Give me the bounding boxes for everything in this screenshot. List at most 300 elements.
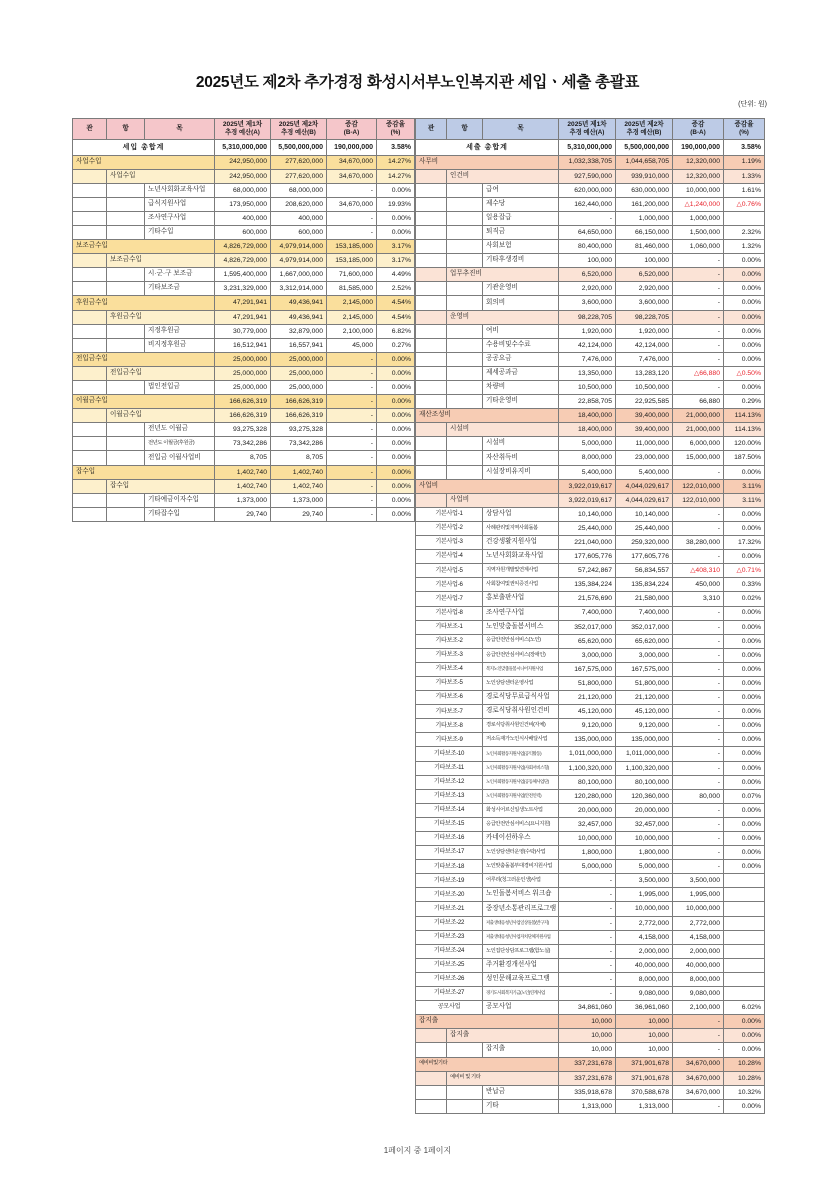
- expenditure-value-a: 3,600,000: [559, 296, 616, 310]
- expenditure-mok-label: 기타후생경비: [483, 254, 559, 268]
- revenue-table-row: [73, 366, 415, 380]
- expenditure-table-row: [416, 676, 765, 690]
- expenditure-value-diff: -: [673, 676, 724, 690]
- revenue-value-diff: -: [327, 437, 377, 451]
- expenditure-table-row: [416, 1071, 765, 1085]
- expenditure-table-row: [416, 338, 765, 352]
- expenditure-value-rate: 0.00%: [724, 747, 765, 761]
- expenditure-value-rate: 0.00%: [724, 1099, 765, 1113]
- revenue-value-a: 1,402,740: [215, 479, 271, 493]
- expenditure-project-code: 기타보조-6: [416, 691, 483, 705]
- revenue-value-rate: 14.27%: [377, 155, 415, 169]
- revenue-hang-empty: [107, 423, 145, 437]
- revenue-hang-empty: [107, 324, 145, 338]
- revenue-value-b: 277,620,000: [271, 155, 327, 169]
- expenditure-table-row: [416, 874, 765, 888]
- revenue-value-diff: -: [327, 225, 377, 239]
- expenditure-value-diff: -: [673, 705, 724, 719]
- expenditure-value-a: -: [559, 211, 616, 225]
- revenue-hang-empty: [107, 381, 145, 395]
- expenditure-gwan-empty: [416, 282, 447, 296]
- expenditure-value-diff: -: [673, 1099, 724, 1113]
- revenue-table-row: [73, 240, 415, 254]
- revenue-value-a: 400,000: [215, 211, 271, 225]
- expenditure-value-rate: 0.00%: [724, 719, 765, 733]
- revenue-value-rate: 0.00%: [377, 437, 415, 451]
- expenditure-value-a: -: [559, 958, 616, 972]
- revenue-mok-label: 비지정후원금: [145, 338, 215, 352]
- expenditure-value-diff: -: [673, 310, 724, 324]
- expenditure-project-code: 기타보조-18: [416, 860, 483, 874]
- revenue-value-a: 25,000,000: [215, 381, 271, 395]
- expenditure-value-diff: -: [673, 1043, 724, 1057]
- expenditure-value-rate: 0.00%: [724, 1015, 765, 1029]
- expenditure-value-a: 10,140,000: [559, 507, 616, 521]
- revenue-value-b: 29,740: [271, 507, 327, 521]
- expenditure-value-diff: -: [673, 620, 724, 634]
- expenditure-value-b: 1,100,320,000: [616, 761, 673, 775]
- expenditure-value-b: 5,400,000: [616, 465, 673, 479]
- expenditure-value-b: 3,000,000: [616, 648, 673, 662]
- revenue-value-rate: 0.00%: [377, 465, 415, 479]
- expenditure-mok-label: 기타운영비: [483, 395, 559, 409]
- expenditure-value-diff: 12,320,000: [673, 155, 724, 169]
- expenditure-mok-label: 노인사회활동지원사업(공동체사업단): [483, 775, 559, 789]
- col-header-budget-a: 2025년 제1차 추경 예산(A): [215, 119, 271, 140]
- expenditure-table-row: [416, 691, 765, 705]
- expenditure-gwan-label: 예비비및기타: [416, 1057, 559, 1071]
- expenditure-table-row: [416, 409, 765, 423]
- expenditure-value-b: 45,120,000: [616, 705, 673, 719]
- expenditure-mok-label: 건강생활지원사업: [483, 536, 559, 550]
- expenditure-value-a: 45,120,000: [559, 705, 616, 719]
- expenditure-value-rate: 0.00%: [724, 324, 765, 338]
- expenditure-table-row: [416, 803, 765, 817]
- revenue-value-b: 166,626,319: [271, 395, 327, 409]
- revenue-table-row: [73, 155, 415, 169]
- revenue-value-b: 93,275,328: [271, 423, 327, 437]
- expenditure-value-rate: 0.00%: [724, 832, 765, 846]
- expenditure-value-a: 20,000,000: [559, 803, 616, 817]
- expenditure-value-diff: -: [673, 719, 724, 733]
- expenditure-value-diff: 3,500,000: [673, 874, 724, 888]
- revenue-hang-empty: [107, 493, 145, 507]
- revenue-value-a: 73,342,286: [215, 437, 271, 451]
- revenue-gwan-empty: [73, 282, 107, 296]
- expenditure-table-row: [416, 493, 765, 507]
- revenue-gwan-label: 사업수입: [73, 155, 215, 169]
- revenue-gwan-empty: [73, 366, 107, 380]
- expenditure-gwan-label: 잡지출: [416, 1015, 559, 1029]
- revenue-value-diff: -: [327, 465, 377, 479]
- revenue-value-a: 1,373,000: [215, 493, 271, 507]
- expenditure-value-rate: 1.19%: [724, 155, 765, 169]
- expenditure-total-a: 5,310,000,000: [559, 140, 616, 156]
- expenditure-table-row: [416, 846, 765, 860]
- revenue-mok-label: 기타잡수입: [145, 507, 215, 521]
- revenue-table-row: [73, 451, 415, 465]
- expenditure-value-diff: 10,000,000: [673, 902, 724, 916]
- expenditure-value-diff: 38,280,000: [673, 536, 724, 550]
- expenditure-table-row: [416, 705, 765, 719]
- expenditure-value-diff: 1,060,000: [673, 240, 724, 254]
- revenue-total-rate: 3.58%: [377, 140, 415, 156]
- expenditure-value-diff: 6,000,000: [673, 437, 724, 451]
- expenditure-value-b: 370,588,678: [616, 1085, 673, 1099]
- expenditure-table-row: [416, 183, 765, 197]
- expenditure-project-code: 기본사업-6: [416, 578, 483, 592]
- expenditure-gwan-label: 재산조성비: [416, 409, 559, 423]
- expenditure-table-row: [416, 620, 765, 634]
- expenditure-value-diff: -: [673, 747, 724, 761]
- revenue-table-row: [73, 183, 415, 197]
- revenue-hang-label: 전입금수입: [107, 366, 215, 380]
- revenue-hang-empty: [107, 282, 145, 296]
- expenditure-value-rate: 0.00%: [724, 662, 765, 676]
- expenditure-value-rate: 0.00%: [724, 705, 765, 719]
- revenue-value-b: 25,000,000: [271, 381, 327, 395]
- expenditure-mok-label: 응급안전안심서비스(장애인): [483, 648, 559, 662]
- revenue-hang-empty: [107, 437, 145, 451]
- expenditure-value-diff: 12,320,000: [673, 169, 724, 183]
- expenditure-gwan-empty: [416, 395, 447, 409]
- revenue-hang-label: 이월금수입: [107, 409, 215, 423]
- expenditure-gwan-label: 사업비: [416, 479, 559, 493]
- expenditure-value-diff: -: [673, 606, 724, 620]
- revenue-table-row: [73, 310, 415, 324]
- expenditure-value-rate: △0.76%: [724, 197, 765, 211]
- expenditure-mok-label: 노인맞춤돌봄서비스: [483, 620, 559, 634]
- revenue-value-b: 32,879,000: [271, 324, 327, 338]
- expenditure-project-code: 기타보조-7: [416, 705, 483, 719]
- revenue-value-b: 49,436,941: [271, 310, 327, 324]
- expenditure-project-code: 기타보조-14: [416, 803, 483, 817]
- expenditure-gwan-empty: [416, 366, 447, 380]
- tables-container: [72, 118, 765, 1114]
- expenditure-table-row: [416, 761, 765, 775]
- expenditure-table-row: [416, 536, 765, 550]
- expenditure-gwan-empty: [416, 197, 447, 211]
- expenditure-value-a: 337,231,678: [559, 1071, 616, 1085]
- expenditure-mok-label: 차량비: [483, 381, 559, 395]
- expenditure-value-rate: 114.13%: [724, 409, 765, 423]
- expenditure-project-code: 기타보조-11: [416, 761, 483, 775]
- expenditure-value-b: 1,044,658,705: [616, 155, 673, 169]
- expenditure-value-rate: 120.00%: [724, 437, 765, 451]
- expenditure-value-rate: 0.00%: [724, 634, 765, 648]
- unit-note: (단위: 원): [738, 101, 767, 108]
- expenditure-gwan-empty: [416, 338, 447, 352]
- revenue-table-row: [73, 479, 415, 493]
- expenditure-value-b: 939,910,000: [616, 169, 673, 183]
- expenditure-table-row: [416, 648, 765, 662]
- expenditure-value-diff: -: [673, 296, 724, 310]
- revenue-hang-empty: [107, 211, 145, 225]
- expenditure-value-rate: 10.28%: [724, 1057, 765, 1071]
- revenue-value-b: 4,979,914,000: [271, 254, 327, 268]
- expenditure-value-b: 352,017,000: [616, 620, 673, 634]
- expenditure-value-a: -: [559, 874, 616, 888]
- expenditure-table-row: [416, 747, 765, 761]
- expenditure-value-rate: [724, 930, 765, 944]
- expenditure-total-diff: 190,000,000: [673, 140, 724, 156]
- expenditure-value-rate: 10.28%: [724, 1071, 765, 1085]
- expenditure-value-diff: -: [673, 324, 724, 338]
- expenditure-value-b: 23,000,000: [616, 451, 673, 465]
- expenditure-mok-label: 사회참여및권익증진사업: [483, 578, 559, 592]
- expenditure-value-b: 10,000: [616, 1029, 673, 1043]
- revenue-value-a: 68,000,000: [215, 183, 271, 197]
- expenditure-table-row: [416, 240, 765, 254]
- expenditure-value-b: 3,500,000: [616, 874, 673, 888]
- revenue-value-diff: -: [327, 211, 377, 225]
- expenditure-value-rate: 0.00%: [724, 761, 765, 775]
- revenue-value-diff: -: [327, 381, 377, 395]
- revenue-value-diff: 71,600,000: [327, 268, 377, 282]
- expenditure-table-row: [416, 197, 765, 211]
- expenditure-value-b: 10,000,000: [616, 902, 673, 916]
- expenditure-project-code: 기타보조-24: [416, 944, 483, 958]
- col-header-budget-b: 2025년 제2차 추경 예산(B): [616, 119, 673, 140]
- revenue-value-rate: 14.27%: [377, 169, 415, 183]
- expenditure-hang-label: 사업비: [447, 493, 559, 507]
- revenue-value-rate: 0.00%: [377, 183, 415, 197]
- expenditure-value-b: 4,158,000: [616, 930, 673, 944]
- expenditure-value-diff: -: [673, 381, 724, 395]
- expenditure-value-rate: 0.00%: [724, 254, 765, 268]
- expenditure-value-diff: 122,010,000: [673, 493, 724, 507]
- expenditure-mok-label: 제수당: [483, 197, 559, 211]
- expenditure-value-diff: 34,670,000: [673, 1057, 724, 1071]
- expenditure-value-rate: 0.00%: [724, 296, 765, 310]
- revenue-value-rate: 0.00%: [377, 409, 415, 423]
- expenditure-gwan-empty: [416, 437, 447, 451]
- expenditure-value-diff: 4,158,000: [673, 930, 724, 944]
- expenditure-value-b: 4,044,029,617: [616, 479, 673, 493]
- revenue-value-rate: 0.00%: [377, 451, 415, 465]
- expenditure-gwan-empty: [416, 1043, 447, 1057]
- expenditure-table-row: [416, 507, 765, 521]
- expenditure-mok-label: 복지노인맞춤돌봄시니어지원사업: [483, 662, 559, 676]
- expenditure-mok-label: 중장년소통관리프로그램: [483, 902, 559, 916]
- expenditure-value-b: 51,800,000: [616, 676, 673, 690]
- revenue-value-diff: 2,145,000: [327, 296, 377, 310]
- expenditure-value-a: 120,280,000: [559, 789, 616, 803]
- expenditure-project-code: 기타보조-9: [416, 733, 483, 747]
- revenue-value-diff: -: [327, 479, 377, 493]
- revenue-value-rate: 3.17%: [377, 240, 415, 254]
- expenditure-mok-label: 수용비및수수료: [483, 338, 559, 352]
- expenditure-value-diff: 80,000: [673, 789, 724, 803]
- expenditure-gwan-empty: [416, 211, 447, 225]
- revenue-value-diff: -: [327, 395, 377, 409]
- expenditure-mok-label: 경로식당무료급식사업: [483, 691, 559, 705]
- expenditure-value-b: 161,200,000: [616, 197, 673, 211]
- revenue-hang-label: 후원금수입: [107, 310, 215, 324]
- expenditure-value-b: 2,772,000: [616, 916, 673, 930]
- expenditure-value-b: 100,000: [616, 254, 673, 268]
- expenditure-value-rate: 0.00%: [724, 338, 765, 352]
- expenditure-value-diff: -: [673, 817, 724, 831]
- expenditure-value-rate: 0.00%: [724, 691, 765, 705]
- revenue-mok-label: 급식지원사업: [145, 197, 215, 211]
- expenditure-value-rate: 0.33%: [724, 578, 765, 592]
- expenditure-table-row: [416, 1085, 765, 1099]
- expenditure-value-b: 2,920,000: [616, 282, 673, 296]
- expenditure-value-b: 42,124,000: [616, 338, 673, 352]
- col-header-mok: 목: [483, 119, 559, 140]
- expenditure-gwan-empty: [416, 254, 447, 268]
- expenditure-table-row: [416, 789, 765, 803]
- expenditure-value-b: 10,140,000: [616, 507, 673, 521]
- expenditure-value-b: 98,228,705: [616, 310, 673, 324]
- expenditure-mok-label: 노인사회활동지원사업(공익활동): [483, 747, 559, 761]
- expenditure-project-code: 기본사업-5: [416, 564, 483, 578]
- expenditure-total-row: [416, 140, 765, 156]
- expenditure-value-a: 42,124,000: [559, 338, 616, 352]
- expenditure-value-a: 3,922,019,617: [559, 493, 616, 507]
- revenue-table-row: [73, 225, 415, 239]
- expenditure-value-a: 1,800,000: [559, 846, 616, 860]
- revenue-total-a: 5,310,000,000: [215, 140, 271, 156]
- revenue-value-b: 4,979,914,000: [271, 240, 327, 254]
- expenditure-mok-label: 주거환경개선사업: [483, 958, 559, 972]
- expenditure-table-row: [416, 916, 765, 930]
- expenditure-value-b: 39,400,000: [616, 423, 673, 437]
- expenditure-value-diff: 9,080,000: [673, 987, 724, 1001]
- expenditure-gwan-empty: [416, 493, 447, 507]
- expenditure-hang-label: 운영비: [447, 310, 559, 324]
- revenue-value-b: 1,402,740: [271, 479, 327, 493]
- expenditure-project-code: 기본사업-4: [416, 550, 483, 564]
- expenditure-value-rate: △0.50%: [724, 366, 765, 380]
- expenditure-mok-label: 노인집단상담프로그램(함노실): [483, 944, 559, 958]
- revenue-mok-label: 지정후원금: [145, 324, 215, 338]
- expenditure-value-diff: △408,310: [673, 564, 724, 578]
- revenue-mok-label: 기타예금이자수입: [145, 493, 215, 507]
- expenditure-table-row: [416, 310, 765, 324]
- expenditure-value-b: 1,000,000: [616, 211, 673, 225]
- expenditure-mok-label: 홍보출판사업: [483, 592, 559, 606]
- expenditure-project-code: 기타보조-5: [416, 676, 483, 690]
- expenditure-table-row: [416, 225, 765, 239]
- expenditure-hang-label: 인건비: [447, 169, 559, 183]
- revenue-table-row: [73, 169, 415, 183]
- expenditure-mok-label: 일용잡급: [483, 211, 559, 225]
- expenditure-table-row: [416, 634, 765, 648]
- expenditure-table-row: [416, 1015, 765, 1029]
- expenditure-value-a: -: [559, 987, 616, 1001]
- expenditure-value-diff: 2,000,000: [673, 944, 724, 958]
- expenditure-value-b: 1,800,000: [616, 846, 673, 860]
- expenditure-value-rate: 0.00%: [724, 846, 765, 860]
- expenditure-project-code: 기본사업-3: [416, 536, 483, 550]
- expenditure-hang-empty: [447, 324, 483, 338]
- revenue-mok-label: 전입금 이월사업비: [145, 451, 215, 465]
- expenditure-value-rate: 187.50%: [724, 451, 765, 465]
- expenditure-hang-empty: [447, 211, 483, 225]
- revenue-table-row: [73, 395, 415, 409]
- expenditure-project-code: 기타보조-25: [416, 958, 483, 972]
- expenditure-project-code: 기타보조-26: [416, 972, 483, 986]
- revenue-value-b: 25,000,000: [271, 366, 327, 380]
- revenue-value-a: 29,740: [215, 507, 271, 521]
- revenue-gwan-empty: [73, 310, 107, 324]
- expenditure-value-rate: 0.00%: [724, 648, 765, 662]
- revenue-gwan-empty: [73, 437, 107, 451]
- expenditure-value-rate: 0.00%: [724, 620, 765, 634]
- expenditure-table-row: [416, 352, 765, 366]
- expenditure-value-a: 65,620,000: [559, 634, 616, 648]
- expenditure-value-b: 10,000: [616, 1043, 673, 1057]
- revenue-value-a: 600,000: [215, 225, 271, 239]
- expenditure-value-a: 1,313,000: [559, 1099, 616, 1113]
- expenditure-table-row: [416, 324, 765, 338]
- revenue-value-rate: 3.17%: [377, 254, 415, 268]
- expenditure-value-rate: [724, 888, 765, 902]
- expenditure-project-code: 기본사업-1: [416, 507, 483, 521]
- revenue-gwan-label: 전입금수입: [73, 352, 215, 366]
- expenditure-table-row: [416, 662, 765, 676]
- page-title: 2025년도 제2차 추가경정 화성시서부노인복지관 세입ㆍ세출 총괄표: [195, 74, 640, 91]
- expenditure-hang-empty: [447, 282, 483, 296]
- expenditure-table-row: [416, 423, 765, 437]
- expenditure-table-row: [416, 268, 765, 282]
- revenue-value-rate: 6.82%: [377, 324, 415, 338]
- expenditure-value-a: 6,520,000: [559, 268, 616, 282]
- expenditure-value-a: 620,000,000: [559, 183, 616, 197]
- col-header-rate: 증감율 (%): [724, 119, 765, 140]
- expenditure-value-a: 135,000,000: [559, 733, 616, 747]
- expenditure-value-a: 51,800,000: [559, 676, 616, 690]
- expenditure-value-diff: 21,000,000: [673, 423, 724, 437]
- expenditure-table-row: [416, 1001, 765, 1015]
- expenditure-value-rate: [724, 902, 765, 916]
- revenue-value-rate: 0.00%: [377, 507, 415, 521]
- expenditure-value-a: 221,040,000: [559, 536, 616, 550]
- expenditure-value-rate: 1.33%: [724, 169, 765, 183]
- expenditure-table-row: [416, 282, 765, 296]
- expenditure-mok-label: 어루리(청그러운인생)사업: [483, 874, 559, 888]
- expenditure-value-rate: 17.32%: [724, 536, 765, 550]
- revenue-value-diff: -: [327, 493, 377, 507]
- expenditure-value-rate: 0.00%: [724, 507, 765, 521]
- expenditure-value-a: -: [559, 972, 616, 986]
- expenditure-mok-label: 공공요금: [483, 352, 559, 366]
- expenditure-value-rate: 3.11%: [724, 479, 765, 493]
- revenue-value-a: 3,231,329,000: [215, 282, 271, 296]
- expenditure-table-row: [416, 1099, 765, 1113]
- revenue-value-diff: -: [327, 423, 377, 437]
- revenue-value-b: 166,626,319: [271, 409, 327, 423]
- expenditure-hang-empty: [447, 352, 483, 366]
- expenditure-value-diff: -: [673, 775, 724, 789]
- expenditure-value-a: 7,400,000: [559, 606, 616, 620]
- expenditure-mok-label: 여비: [483, 324, 559, 338]
- expenditure-value-rate: 1.32%: [724, 240, 765, 254]
- expenditure-value-b: 39,400,000: [616, 409, 673, 423]
- expenditure-value-b: 1,995,000: [616, 888, 673, 902]
- expenditure-value-rate: 114.13%: [724, 423, 765, 437]
- expenditure-mok-label: 사례관리및지역사회돌봄: [483, 521, 559, 535]
- revenue-gwan-empty: [73, 183, 107, 197]
- expenditure-value-a: 162,440,000: [559, 197, 616, 211]
- expenditure-project-code: 기타보조-3: [416, 648, 483, 662]
- revenue-value-b: 16,557,941: [271, 338, 327, 352]
- expenditure-project-code: 기타보조-16: [416, 832, 483, 846]
- expenditure-hang-empty: [447, 1085, 483, 1099]
- revenue-gwan-label: 잡수입: [73, 465, 215, 479]
